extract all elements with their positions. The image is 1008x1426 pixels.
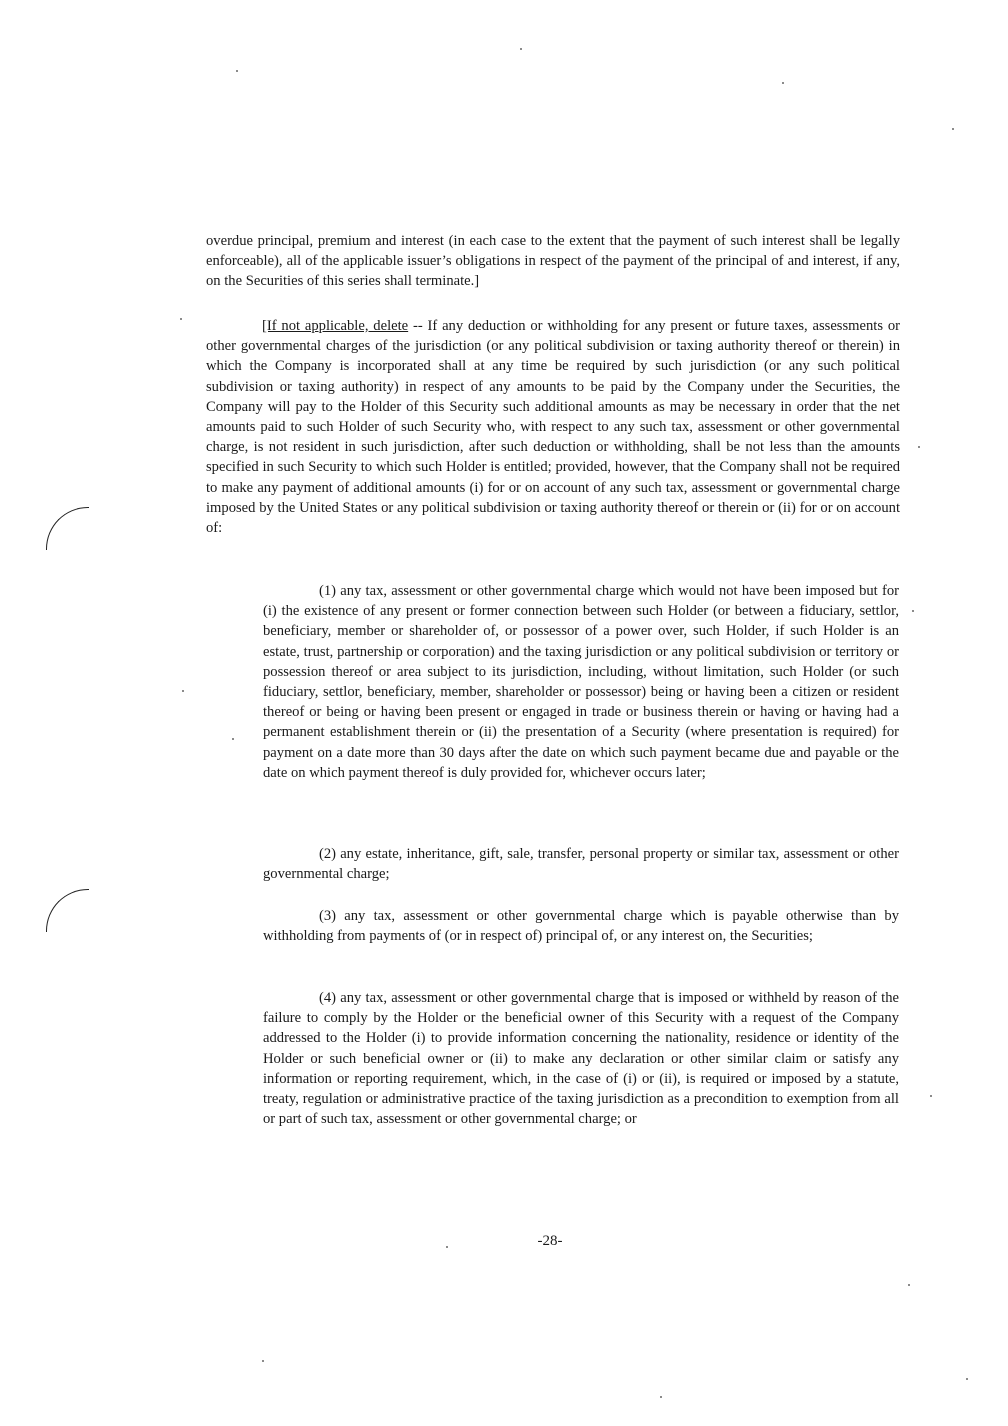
scan-speck [180,318,182,320]
scan-speck [182,690,184,692]
scan-speck [520,48,522,50]
margin-hole-mark-icon [46,507,89,550]
paragraph-additional-amounts [206,316,900,538]
scan-speck [908,1284,910,1286]
list-item-1: (1) any tax, assessment or other governmental charge which would not have been imposed but for (i) the existence of any present or former connection between such Holder (or between a fiduciary, settlor, beneficiary, member or shareholder of, or possessor of a power over, such Holder, if such Holder is an estate, trust, partnership or corporation) and the taxing jurisdiction or any political subdivision or territory or possession thereof or area subject to its jurisdiction, including, without limitation, such Holder (or such fiduciary, settlor, beneficiary, member, shareholder or possessor) being or having been a citizen or resident thereof or being or having been present or engaged in trade or business therein or having or having had a permanent establishment therein or (ii) the presentation of a Security (where presentation is required) for payment on a date more than 30 days after the date on which such payment became due and payable or the date on which payment thereof is duly provided for, whichever occurs later; [263,583,899,781]
paragraph-body: -- If any deduction or withholding for any present or future taxes, assessments or other governmental charges of the jurisdiction (or any political subdivision or taxing authority thereof or therein) in which the Company is incorporated shall at any time be required by such jurisdiction (or any such political subdivision or taxing authority) in respect of any amounts to be paid by the Company under the Securities, the Company will pay to the Holder of this Security such additional amounts as may be necessary in order that the net amounts paid to such Holder of such Security who, with respect to any such tax, assessment or other governmental charge, is not resident in such jurisdiction, after such deduction or withholding, shall be not less than the amounts specified in such Security to which such Holder is entitled; provided, however, that the Company shall not be required to make any payment of additional amounts (i) for or on account of any such tax, assessment or governmental charge imposed by the United States or any political subdivision or taxing authority thereof or therein or (ii) for or on account of: [206,318,901,537]
scan-speck [952,128,954,130]
scan-speck [660,1396,662,1398]
scan-speck [930,1095,932,1097]
margin-hole-mark-icon [46,889,89,932]
list-item-2: (2) any estate, inheritance, gift, sale, transfer, personal property or similar tax, assessment or other governmental charge; [263,846,899,883]
scan-speck [446,1246,448,1248]
scan-speck [912,610,914,612]
page-number: -28- [537,1233,563,1249]
scan-speck [966,1378,968,1380]
scan-speck [262,1360,264,1362]
scan-speck [236,70,238,72]
scan-speck [918,446,920,448]
list-item-4: (4) any tax, assessment or other governmental charge that is imposed or withheld by reason of the failure to comply by the Holder or the beneficial owner of this Security with a request of the Company addressed to the Holder (i) to provide information concerning the nationality, residence or identity of the Holder or such beneficial owner or (ii) to make any declaration or other similar claim or satisfy any information or reporting requirement, which, in the case of (i) or (ii), is required or imposed by a statute, treaty, regulation or administrative practice of the taxing jurisdiction as a precondition to exemption from all or part of such tax, assessment or other governmental charge; or [263,990,899,1128]
scan-speck [232,738,234,740]
paragraph-continuation: overdue principal, premium and interest (in each case to the extent that the payment of such interest shall be legally enforceable), all of the applicable issuer’s obligations in respect of the payment of the principal of and interest, if any, on the Securities of this series shall terminate.] [206,233,900,290]
list-item-3: (3) any tax, assessment or other governmental charge which is payable otherwise than by withholding from payments of (or in respect of) principal of, or any interest on, the Securities; [263,908,899,945]
scan-speck [782,82,784,84]
bracketed-instruction: [If not applicable, delete [262,318,409,334]
